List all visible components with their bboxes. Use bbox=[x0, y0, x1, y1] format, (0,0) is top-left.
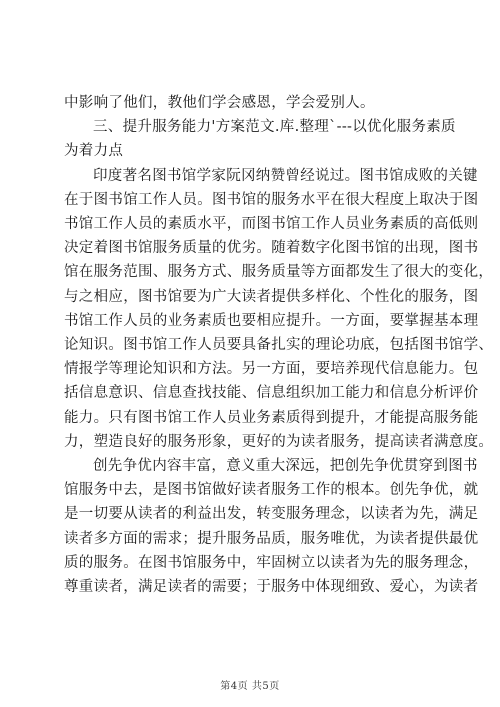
paragraph bbox=[64, 91, 436, 115]
text-line: 为着力点 bbox=[64, 143, 124, 160]
document-body bbox=[64, 91, 494, 599]
text-line: 馆服务中去，是图书馆做好读者服务工作的根本。创先争优，就 bbox=[64, 482, 479, 499]
text-line: 质的服务。在图书馆服务中，牢固树立以读者为先的服务理念， bbox=[64, 554, 479, 571]
text-line: 书馆工作人员的业务素质也要相应提升。一方面，要掌握基本理 bbox=[64, 312, 479, 329]
text-line: 括信息意识、信息查找技能、信息组织加工能力和信息分析评价 bbox=[64, 385, 479, 402]
text-line: 创先争优内容丰富，意义重大深远，把创先争优贯穿到图书 bbox=[93, 458, 478, 475]
text-line: 决定着图书馆服务质量的优劣。随着数字化图书馆的出现，图书 bbox=[64, 240, 479, 257]
text-line: 情报学等理论知识和方法。另一方面，要培养现代信息能力。包 bbox=[64, 361, 479, 378]
text-line: 力，塑造良好的服务形象，更好的为读者服务，提高读者满意度。 bbox=[64, 433, 494, 450]
text-line: 能力。只有图书馆工作人员业务素质得到提升，才能提高服务能 bbox=[64, 409, 479, 426]
text-line: 论知识。图书馆工作人员要具备扎实的理论功底，包括图书馆学、 bbox=[64, 337, 494, 354]
text-line: 与之相应，图书馆要为广大读者提供多样化、个性化的服务，图 bbox=[64, 288, 479, 305]
text-line: 读者多方面的需求；提升服务品质，服务唯优，为读者提供最优 bbox=[64, 530, 479, 547]
text-line: 中影响了他们，教他们学会感恩，学会爱别人。 bbox=[64, 95, 375, 111]
text-line: 印度著名图书馆学家阮冈纳赞曾经说过。图书馆成败的关键 bbox=[93, 167, 478, 184]
text-line: 三、提升服务能力'方案范文.库.整理`---以优化服务素质 bbox=[93, 119, 456, 136]
text-line: 书馆工作人员的素质水平，而图书馆工作人员业务素质的高低则 bbox=[64, 216, 479, 233]
text-line: 尊重读者，满足读者的需要；于服务中体现细致、爱心，为读者 bbox=[64, 579, 479, 596]
text-line: 馆在服务范围、服务方式、服务质量等方面都发生了很大的变化， bbox=[64, 264, 494, 281]
paragraph bbox=[64, 115, 456, 163]
text-line: 在于图书馆工作人员。图书馆的服务水平在很大程度上取决于图 bbox=[64, 191, 479, 208]
paragraph bbox=[64, 164, 494, 454]
page-footer: 第4页 共5页 bbox=[220, 681, 280, 692]
paragraph bbox=[64, 454, 479, 599]
text-line: 是一切要从读者的利益出发，转变服务理念，以读者为先，满足 bbox=[64, 506, 479, 523]
